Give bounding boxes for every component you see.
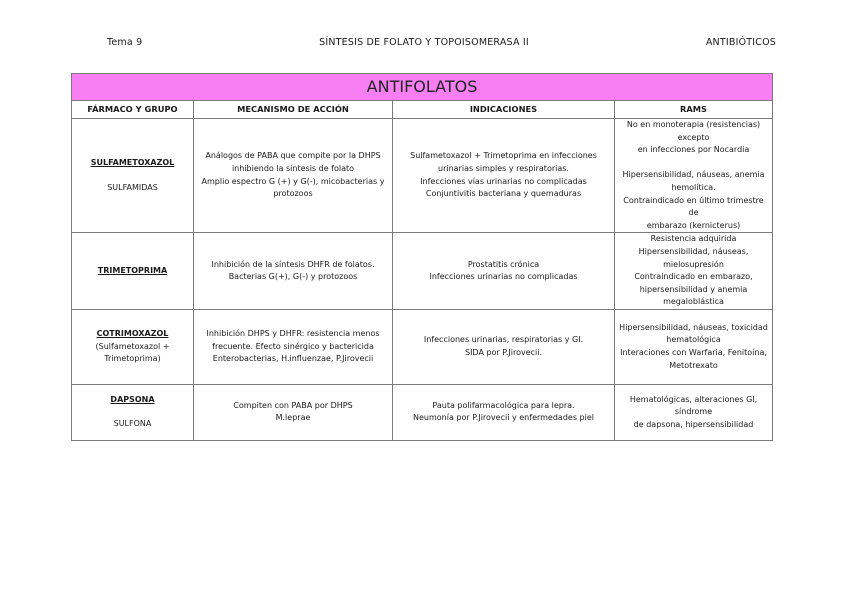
drug-group: SULFONA <box>113 419 152 429</box>
cell-line: Análogos de PABA que compite por la DHPS <box>205 151 381 161</box>
column-header-indications: INDICACIONES <box>393 101 615 119</box>
rams-cell <box>615 384 773 440</box>
table-row-cotrimoxazol <box>72 309 773 384</box>
drug-cell <box>72 309 194 384</box>
table-row-dapsona <box>72 384 773 440</box>
indications-cell <box>393 309 615 384</box>
drug-name: SULFAMETOXAZOL <box>90 158 175 168</box>
mechanism-cell <box>194 119 393 233</box>
cell-line: Contraindicado en último trimestre de <box>623 195 764 218</box>
antifolatos-table <box>71 73 773 441</box>
header-topic: Tema 9 <box>107 37 143 48</box>
cell-line: Inhibición de la síntesis DHFR de folatos. <box>211 259 375 269</box>
cell-line: Neumonía por P.Jirovecii y enfermedades piel <box>413 413 594 423</box>
cell-line: de dapsona, hipersensibilidad <box>633 419 754 429</box>
cell-line: Sulfametoxazol + Trimetoprima en infecciones <box>410 151 597 161</box>
cell-line: Hipersensibilidad, náuseas, mielosupresión <box>638 246 749 269</box>
cell-spacer <box>618 157 769 170</box>
column-header-rams: RAMS <box>615 101 773 119</box>
cell-line: Conjuntivitis bacteriana y quemaduras <box>425 189 582 199</box>
drug-name: DAPSONA <box>110 394 155 404</box>
cell-line: Hipersensibilidad, náuseas, toxicidad <box>619 322 768 332</box>
rams-cell <box>615 233 773 310</box>
cell-line: Metotrexato <box>669 360 718 370</box>
cell-line: Contraindicado en embarazo, <box>634 272 753 282</box>
header-subject: ANTIBIÓTICOS <box>705 37 776 48</box>
drug-name: COTRIMOXAZOL <box>96 329 169 339</box>
drug-cell <box>72 233 194 310</box>
rams-cell <box>615 119 773 233</box>
column-header-drug: FÁRMACO Y GRUPO <box>72 101 194 119</box>
column-header-mechanism: MECANISMO DE ACCIÓN <box>194 101 393 119</box>
cell-line: hipersensibilidad y anemia megaloblástica <box>639 284 748 307</box>
cell-line: urinarias simples y respiratorias. <box>438 164 569 174</box>
cell-line: en infecciones por Nocardia <box>637 145 750 155</box>
cell-line: Infecciones vías urinarias no complicadas <box>420 176 587 186</box>
cell-line: No en monoterapia (resistencias) excepto <box>626 120 761 142</box>
cell-line: Infecciones urinarias no complicadas <box>429 272 578 282</box>
cell-line: Hematológicas, alteraciones GI, síndrome <box>629 394 758 417</box>
cell-line: Interaciones con Warfaria, Fenitoína, <box>620 347 767 357</box>
cell-line: M.leprae <box>275 413 311 423</box>
rams-cell <box>615 309 773 384</box>
indications-cell <box>393 119 615 233</box>
drug-group: SULFAMIDAS <box>107 182 158 192</box>
cell-line: Enterobacterias, H.influenzae, P.Jirovecii <box>212 354 374 364</box>
cell-line: Infecciones urinarias, respiratorias y GI. <box>423 335 584 345</box>
drug-name: TRIMETOPRIMA <box>97 265 168 275</box>
cell-line: Compiten con PABA por DHPS <box>233 400 353 410</box>
header-title: SÍNTESIS DE FOLATO Y TOPOISOMERASA II <box>319 37 529 48</box>
cell-line: SIDA por P.Jirovecii. <box>464 347 543 357</box>
cell-line: hematológica <box>666 335 721 345</box>
drug-cell <box>72 384 194 440</box>
cell-line: protozoos <box>273 189 313 199</box>
indications-cell <box>393 384 615 440</box>
indications-cell <box>393 233 615 310</box>
cell-line: Prostatitis crónica <box>467 259 540 269</box>
cell-line: Inhibición DHPS y DHFR: resistencia menos <box>206 329 380 339</box>
drug-cell <box>72 119 194 233</box>
cell-line: Bacterias G(+), G(-) y protozoos <box>228 272 358 282</box>
table-row-sulfametoxazol <box>72 119 773 233</box>
mechanism-cell <box>194 384 393 440</box>
cell-line: inhibiendo la síntesis de folato <box>231 164 355 174</box>
cell-line: embarazo (kernicterus) <box>646 220 741 230</box>
drug-composition: (Sulfametoxazol + <box>95 341 170 351</box>
mechanism-cell <box>194 233 393 310</box>
cell-line: Amplio espectro G (+) y G(-), micobacterias y <box>201 176 385 186</box>
cell-line: Hipersensibilidad, náuseas, anemia <box>622 170 765 180</box>
table-title: ANTIFOLATOS <box>72 74 773 101</box>
cell-line: frecuente. Efecto sinérgico y bactericida <box>212 341 374 351</box>
cell-line: Resistencia adquirida <box>650 234 737 244</box>
cell-line: Pauta polifarmacológica para lepra. <box>432 400 575 410</box>
mechanism-cell <box>194 309 393 384</box>
cell-line: hemolítica. <box>671 182 716 192</box>
table-row-trimetoprima <box>72 233 773 310</box>
drug-composition: Trimetoprima) <box>104 354 161 364</box>
